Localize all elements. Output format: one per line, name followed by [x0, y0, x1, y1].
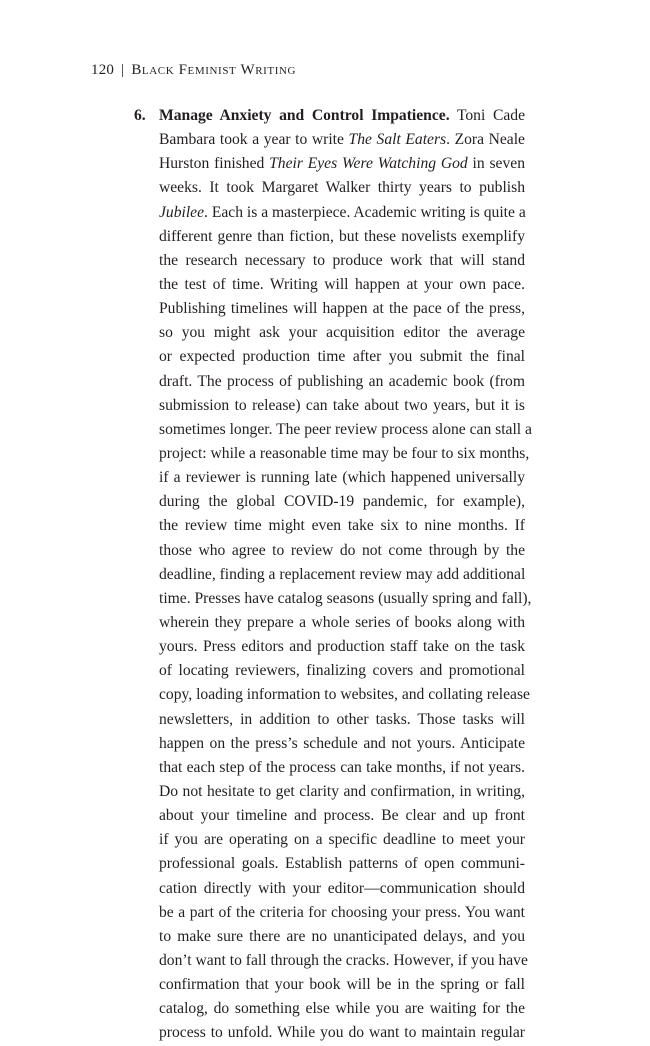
text-line	[159, 852, 525, 876]
running-head-separator: |	[121, 62, 125, 78]
text-line	[159, 804, 525, 828]
text-run: professional goals. Establish patterns of open communi-	[159, 855, 525, 873]
text-run: the test of time. Writing will happen at your own pace.	[159, 275, 525, 293]
text-line	[159, 394, 525, 418]
text-run: in seven	[467, 155, 525, 173]
text-run: newsletters, in addition to other tasks. Those tasks will	[159, 710, 525, 728]
text-run: to make sure there are no unanticipated delays, and you	[159, 927, 525, 945]
text-line	[159, 442, 530, 466]
text-run: happen on the press’s schedule and not yours. Anticipate	[159, 734, 525, 752]
text-run: project: while a reasonable time may be four to six months,	[159, 444, 530, 462]
text-line	[159, 611, 525, 635]
text-line	[159, 780, 525, 804]
text-line	[159, 514, 525, 538]
text-run: process to unfold. While you do want to maintain regular	[159, 1024, 525, 1042]
text-line	[159, 949, 528, 973]
text-line	[159, 370, 525, 394]
text-line	[159, 490, 525, 514]
text-run: Hurston finished	[159, 155, 270, 173]
text-run: weeks. It took Margaret Walker thirty years to publish	[159, 179, 525, 197]
text-line	[159, 466, 525, 490]
text-run: Do not hesitate to get clarity and confirmation, in writing,	[159, 782, 525, 800]
list-item-body	[159, 104, 532, 1045]
text-run: if you are operating on a specific deadline to meet your	[159, 831, 525, 849]
list-item-number: 6.	[134, 107, 146, 124]
text-line	[159, 539, 525, 563]
text-line	[159, 877, 525, 901]
page-number: 120	[91, 62, 115, 78]
text-run: different genre than fiction, but these novelists exemplify	[159, 227, 525, 245]
text-line	[159, 659, 525, 683]
text-run: or expected production time after you submit the final	[159, 348, 525, 366]
text-run: that each step of the process can take months, if not years.	[159, 758, 525, 776]
italic-title: The Salt Eaters	[348, 131, 447, 149]
text-run: during the global COVID-19 pandemic, for example),	[159, 493, 525, 511]
text-line	[159, 708, 525, 732]
text-line	[159, 225, 525, 249]
text-run: the research necessary to produce work that will stand	[159, 251, 525, 269]
text-line	[159, 925, 525, 949]
text-line	[159, 635, 525, 659]
text-line	[159, 901, 525, 925]
text-run: be a part of the criteria for choosing your press. You want	[159, 903, 525, 921]
text-run: Toni Cade	[449, 107, 525, 124]
text-line	[159, 104, 525, 128]
text-line	[159, 249, 525, 273]
text-run: the review time might even take six to nine months. If	[159, 517, 525, 535]
text-line	[159, 973, 525, 997]
text-run: of locating reviewers, finalizing covers and promotional	[159, 662, 525, 680]
text-line	[159, 732, 525, 756]
text-line	[159, 1021, 525, 1045]
text-run: those who agree to review do not come through by the	[159, 541, 525, 559]
running-head	[91, 62, 296, 79]
item-heading: Manage Anxiety and Control Impatience.	[159, 107, 450, 124]
text-line	[159, 683, 530, 707]
text-line	[159, 828, 525, 852]
text-line	[159, 128, 525, 152]
text-line	[159, 756, 525, 780]
text-run: cation directly with your editor—communication should	[159, 879, 525, 897]
text-run: confirmation that your book will be in the spring or fall	[159, 976, 525, 994]
text-line	[159, 587, 532, 611]
text-line	[159, 152, 525, 176]
italic-title: Their Eyes Were Watching God	[269, 155, 468, 173]
text-run: yours. Press editors and production staff take on the task	[159, 638, 525, 656]
text-line	[159, 997, 525, 1021]
text-run: draft. The process of publishing an academic book (from	[159, 372, 525, 390]
text-line	[159, 176, 525, 200]
text-run: Bambara took a year to write	[159, 131, 349, 149]
text-run: catalog, do something else while you are waiting for the	[159, 1000, 525, 1018]
text-run: wherein they prepare a whole series of books along with	[159, 613, 525, 631]
text-run: about your timeline and process. Be clear and up front	[159, 807, 525, 825]
text-run: submission to release) can take about two years, but it is	[159, 396, 525, 414]
text-line	[159, 201, 525, 225]
text-run: deadline, finding a replacement review may add additional	[159, 565, 526, 583]
text-line	[159, 345, 525, 369]
text-line	[159, 418, 532, 442]
text-run: time. Presses have catalog seasons (usually spring and fall),	[159, 589, 532, 607]
text-run: don’t want to fall through the cracks. However, if you have	[159, 951, 528, 969]
text-run: . Each is a masterpiece. Academic writing is quite a	[204, 203, 526, 221]
text-line	[159, 563, 525, 587]
text-line	[159, 321, 525, 345]
text-run: sometimes longer. The peer review process alone can stall a	[159, 420, 532, 438]
text-run: if a reviewer is running late (which happened universally	[159, 469, 525, 487]
book-title: Black Feminist Writing	[131, 62, 297, 78]
text-run: copy, loading information to websites, and collating release	[159, 686, 530, 704]
text-line	[159, 297, 525, 321]
text-line	[159, 273, 525, 297]
italic-title: Jubilee	[159, 203, 205, 221]
text-run: so you might ask your acquisition editor the average	[159, 324, 525, 342]
text-run: . Zora Neale	[446, 131, 525, 149]
text-run: Publishing timelines will happen at the pace of the press,	[159, 300, 525, 318]
